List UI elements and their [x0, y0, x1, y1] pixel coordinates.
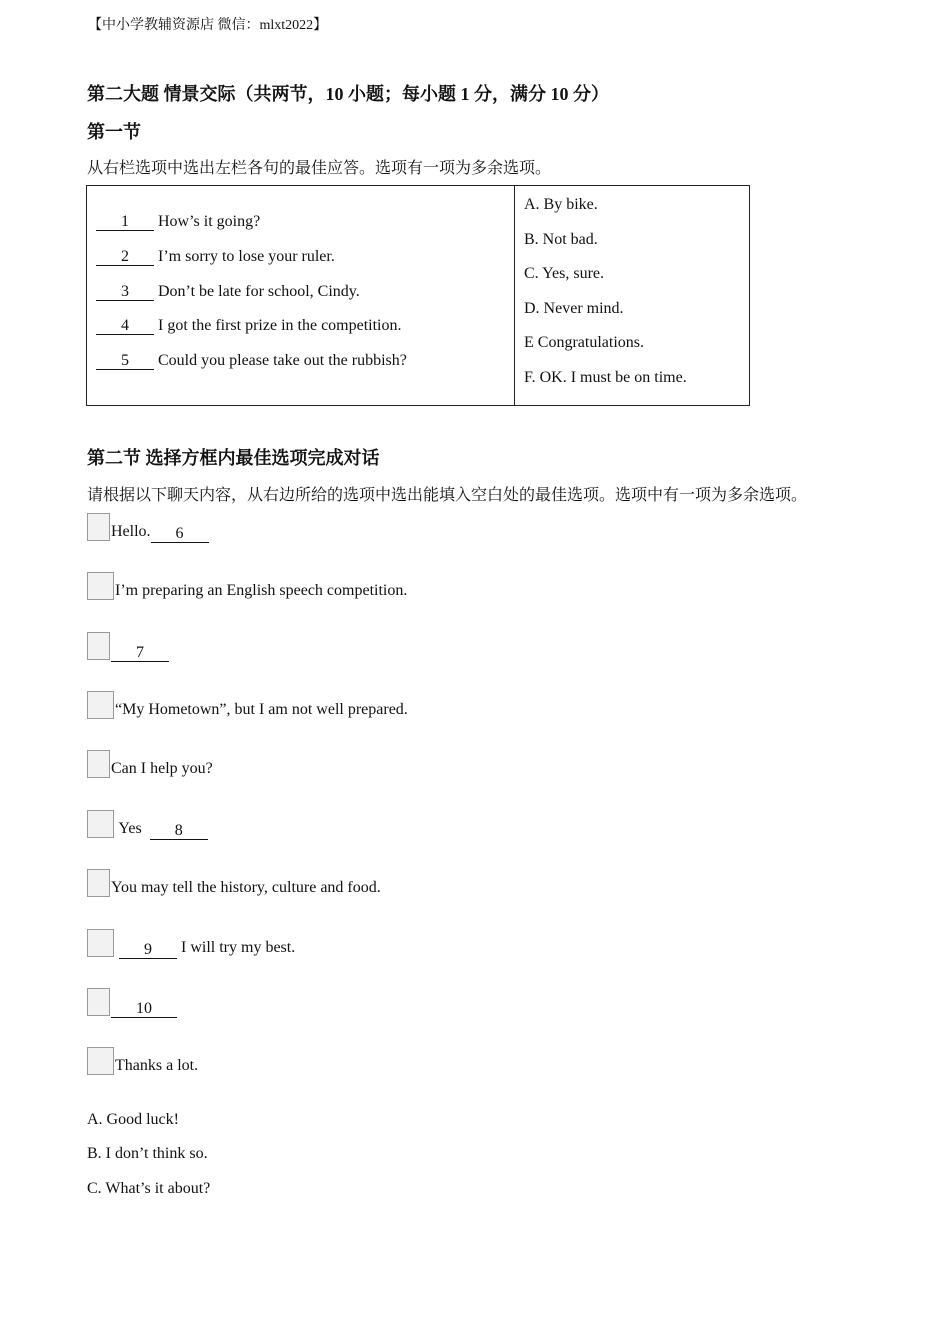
question-text: How’s it going? [158, 213, 261, 230]
part1-instruction: 从右栏选项中选出左栏各句的最佳应答。选项有一项为多余选项。 [87, 160, 552, 177]
dialogue-text: You may tell the history, culture and food. [111, 879, 381, 896]
dialogue-text: Can I help you? [111, 760, 213, 777]
girl-avatar-icon [87, 691, 114, 719]
girl-avatar-icon [87, 572, 114, 600]
dialogue-option: A. Good luck! [87, 1111, 179, 1128]
dialogue-text: Yes [115, 820, 150, 837]
dialogue-text: “My Hometown”, but I am not well prepared. [115, 701, 408, 718]
matching-table [86, 185, 750, 406]
dialogue-line [87, 572, 407, 600]
question-text: Could you please take out the rubbish? [158, 352, 407, 369]
part2-title: 第二节 选择方框内最佳选项完成对话 [87, 448, 380, 468]
question-text: I’m sorry to lose your ruler. [158, 248, 335, 265]
option-item: B. Not bad. [524, 231, 598, 248]
girl-avatar-icon [87, 810, 114, 838]
answer-blank[interactable]: 8 [150, 823, 208, 840]
option-item: F. OK. I must be on time. [524, 369, 687, 386]
option-item: A. By bike. [524, 196, 598, 213]
girl-avatar-icon [87, 929, 114, 957]
dialogue-line [87, 750, 213, 778]
dialogue-option: C. What’s it about? [87, 1180, 211, 1197]
answer-blank[interactable]: 4 [96, 318, 154, 335]
boy-avatar-icon [87, 632, 110, 660]
dialogue-text: I’m preparing an English speech competition. [115, 582, 408, 599]
part1-title: 第一节 [87, 122, 141, 142]
question-item [96, 352, 407, 370]
question-item [96, 283, 360, 301]
answer-blank[interactable]: 3 [96, 284, 154, 301]
question-item [96, 213, 260, 231]
dialogue-line [87, 929, 295, 957]
dialogue-line [87, 632, 169, 660]
dialogue-line [87, 869, 381, 897]
question-item [96, 248, 335, 266]
questions-column [87, 186, 515, 405]
girl-avatar-icon [87, 1047, 114, 1075]
question-text: I got the first prize in the competition. [158, 317, 402, 334]
answer-blank[interactable]: 6 [151, 526, 209, 543]
dialogue-line [87, 988, 177, 1016]
boy-avatar-icon [87, 869, 110, 897]
dialogue-line [87, 513, 209, 541]
dialogue-option: B. I don’t think so. [87, 1145, 208, 1162]
answer-blank[interactable]: 9 [119, 942, 177, 959]
dialogue-line [87, 1047, 198, 1075]
dialogue-text: Thanks a lot. [115, 1057, 199, 1074]
options-column [515, 186, 749, 405]
dialogue-text: I will try my best. [177, 939, 296, 956]
question-item [96, 317, 402, 335]
option-item: D. Never mind. [524, 300, 624, 317]
page-header: 【中小学教辅资源店 微信：mlxt2022】 [88, 18, 328, 33]
option-item: C. Yes, sure. [524, 265, 605, 282]
boy-avatar-icon [87, 513, 110, 541]
part2-instruction: 请根据以下聊天内容，从右边所给的选项中选出能填入空白处的最佳选项。选项中有一项为多余选项。 [87, 487, 808, 504]
dialogue-line [87, 691, 408, 719]
dialogue-line [87, 810, 208, 838]
boy-avatar-icon [87, 750, 110, 778]
answer-blank[interactable]: 7 [111, 645, 169, 662]
answer-blank[interactable]: 2 [96, 249, 154, 266]
answer-blank[interactable]: 1 [96, 214, 154, 231]
boy-avatar-icon [87, 988, 110, 1016]
answer-blank[interactable]: 10 [111, 1001, 177, 1018]
answer-blank[interactable]: 5 [96, 353, 154, 370]
section-title: 第二大题 情景交际（共两节，10 小题；每小题 1 分，满分 10 分） [87, 84, 609, 104]
dialogue-text: Hello. [111, 523, 151, 540]
option-item: E Congratulations. [524, 334, 644, 351]
question-text: Don’t be late for school, Cindy. [158, 283, 360, 300]
